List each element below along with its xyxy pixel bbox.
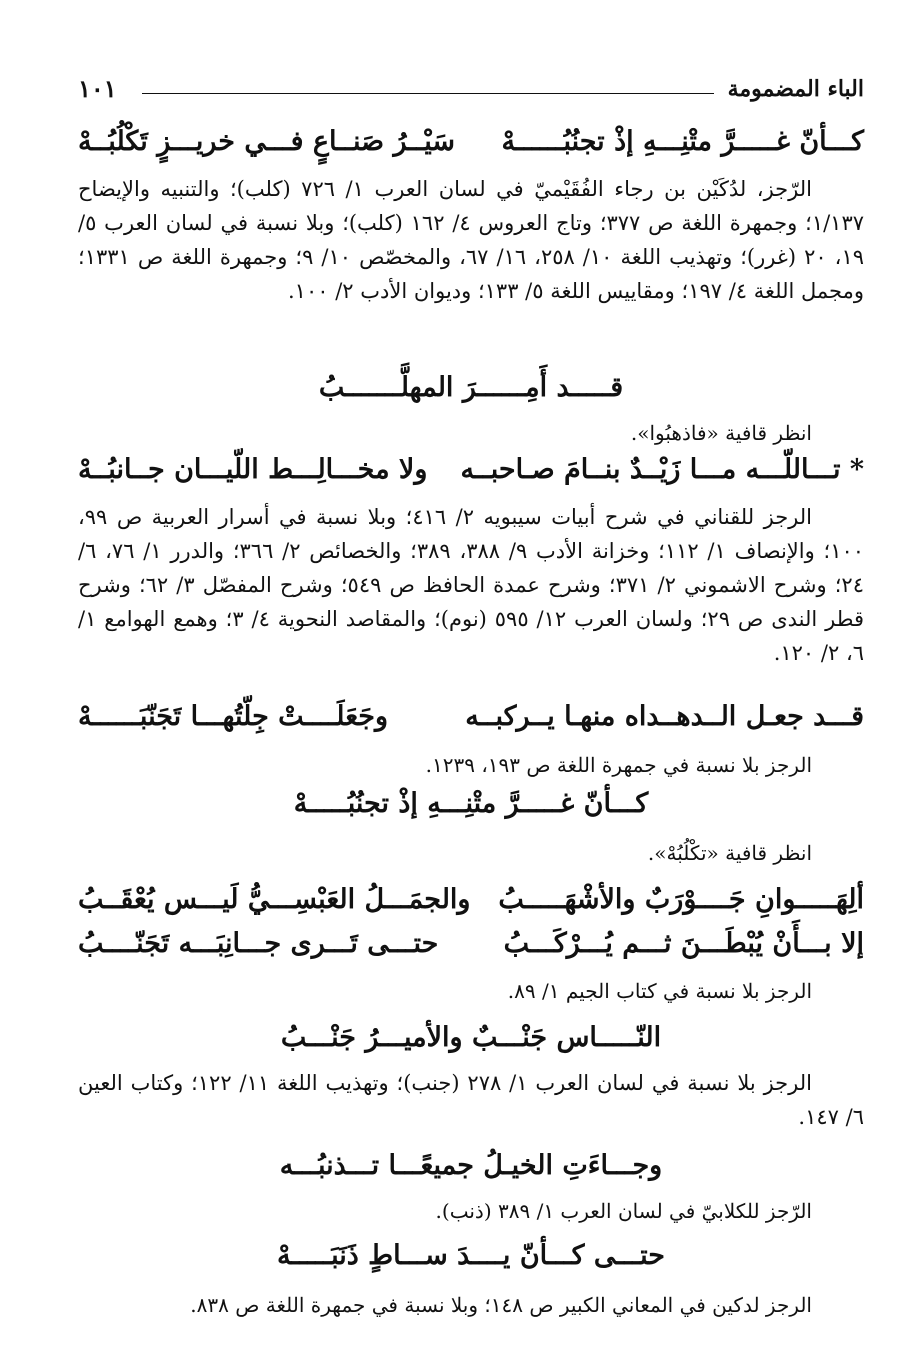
verse-line: وجـــاءَتِ الخيـلُ جميعًـــا تـــذنبُـــه xyxy=(279,1150,663,1181)
header-rule xyxy=(142,93,714,94)
verse-hemistich-first: ألِهَـــــوانِ جَــــوْرَبٌ والأشْهَـــــبُ xyxy=(498,884,864,915)
header-title: الباء المضمومة xyxy=(727,76,864,102)
verse-line: قـــــد أَمِــــــرَ المهلَّـــــــبُ xyxy=(318,372,624,403)
verse-hemistich-second: ولا مخـــالِـــط اللّيـــان جــانبُــهْ xyxy=(78,454,428,485)
citation-line: الرجز لدكين في المعاني الكبير ص ١٤٨؛ وبلا نسبة في جمهرة اللغة ص ٨٣٨. xyxy=(190,1293,812,1317)
verse-hemistich-first: كـــأنّ غـــــرَّ متْنِـــهِ إذْ تجنُبُــــــهْ xyxy=(501,126,864,157)
verse-hemistich-second: وجَعَلَــــتْ جِلّتُهـــا تَجَنّبَــــــهْ xyxy=(78,701,388,732)
citation-paragraph: الرجز للقناني في شرح أبيات سيبويه ٢/ ٤١٦؛ وبلا نسبة في أسرار العربية ص ٩٩، ١٠٠؛ والإنصاف ١/ ١١٢؛ وخزانة الأدب ٩/ ٣٨٨، ٣٨٩؛ والخصائص ٢/ ٣٦٦؛ والدرر ١/ ٧٦، ٦/ ٢٤؛ وشرح الاشموني ٢/ ٣٧١؛ وشرح عمدة الحافظ ص ٥٤٩؛ وشرح المفصّل ٣/ ٦٢؛ وشرح قطر الندى ص ٢٩؛ ولسان العرب ١٢/ ٥٩٥ (نوم)؛ والمقاصد النحوية ٤/ ٣؛ وهمع الهوامع ١/ ٦، ٢/ ١٢٠. xyxy=(78,505,865,665)
verse-hemistich-second: سَيْــرُ صَنــاعٍ فـــي خريـــزٍ تَكْلُبُــهْ xyxy=(78,126,455,157)
citation-paragraph: الرّجز، لدُكَيْن بن رجاء الفُقَيْميّ في لسان العرب ١/ ٧٢٦ (كلب)؛ والتنبيه والإيضاح ١/١٣٧؛ وجمهرة اللغة ص ٣٧٧؛ وتاج العروس ٤/ ١٦٢ (كلب)؛ وبلا نسبة في لسان العرب ٥/ ١٩، ٢٠ (غرر)؛ وتهذيب اللغة ١٠/ ٢٥٨، ١٦/ ٦٧، والمخصّص ١٠/ ٩؛ وجمهرة اللغة ص ١٣٣١؛ ومجمل اللغة ٤/ ١٩٧؛ ومقاييس اللغة ٥/ ١٣٣؛ وديوان الأدب ٢/ ١٠٠. xyxy=(78,177,865,303)
page-number: ١٠١ xyxy=(78,74,117,103)
verse-hemistich-first: إلا بـــأَنْ يُبْطَـــنَ ثـــم يُـــرْكَـــبُ xyxy=(503,928,864,959)
verse-line: النّـــــاس جَنْـــبٌ والأميـــرُ جَنْـــبُ xyxy=(280,1022,662,1053)
citation-paragraph: الرجز بلا نسبة في لسان العرب ١/ ٢٧٨ (جنب)؛ وتهذيب اللغة ١١/ ١٢٢؛ وكتاب العين ٦/ ١٤٧. xyxy=(78,1071,864,1129)
verse-hemistich-first: * تـــاللّـــه مـــا زَيْــدٌ بنــامَ صـاحبــه xyxy=(460,454,864,485)
running-header xyxy=(78,72,864,108)
verse-hemistich-first: قـــد جعـل الــدهــداه منهـا يــركبــه xyxy=(465,701,864,732)
cross-reference: انظر قافية «فاذهبُوا». xyxy=(630,421,812,445)
page xyxy=(78,0,864,1358)
citation-line: الرّجز للكلابيّ في لسان العرب ١/ ٣٨٩ (ذنب). xyxy=(435,1199,812,1223)
verse-hemistich-second: حتـــى تَـــرى جـــانِبَـــه تَجَنّــــبُ xyxy=(78,928,439,959)
citation-line: الرجز بلا نسبة في كتاب الجيم ١/ ٨٩. xyxy=(507,979,812,1003)
verse-line: حتـــى كـــأنّ يــــدَ ســـاطٍ ذَنَبَـــــهْ xyxy=(277,1240,665,1271)
verse-hemistich-second: والجمَـــلُ العَبْسِـــيُّ لَيـــس يُعْقَــبُ xyxy=(78,884,471,915)
verse-line: كـــأنّ غـــــرَّ متْنِـــهِ إذْ تجنُبُـــــهْ xyxy=(293,788,649,819)
citation-line: الرجز بلا نسبة في جمهرة اللغة ص ١٩٣، ١٢٣٩. xyxy=(425,753,812,777)
cross-reference: انظر قافية «تكْلُبُهْ». xyxy=(647,841,812,865)
